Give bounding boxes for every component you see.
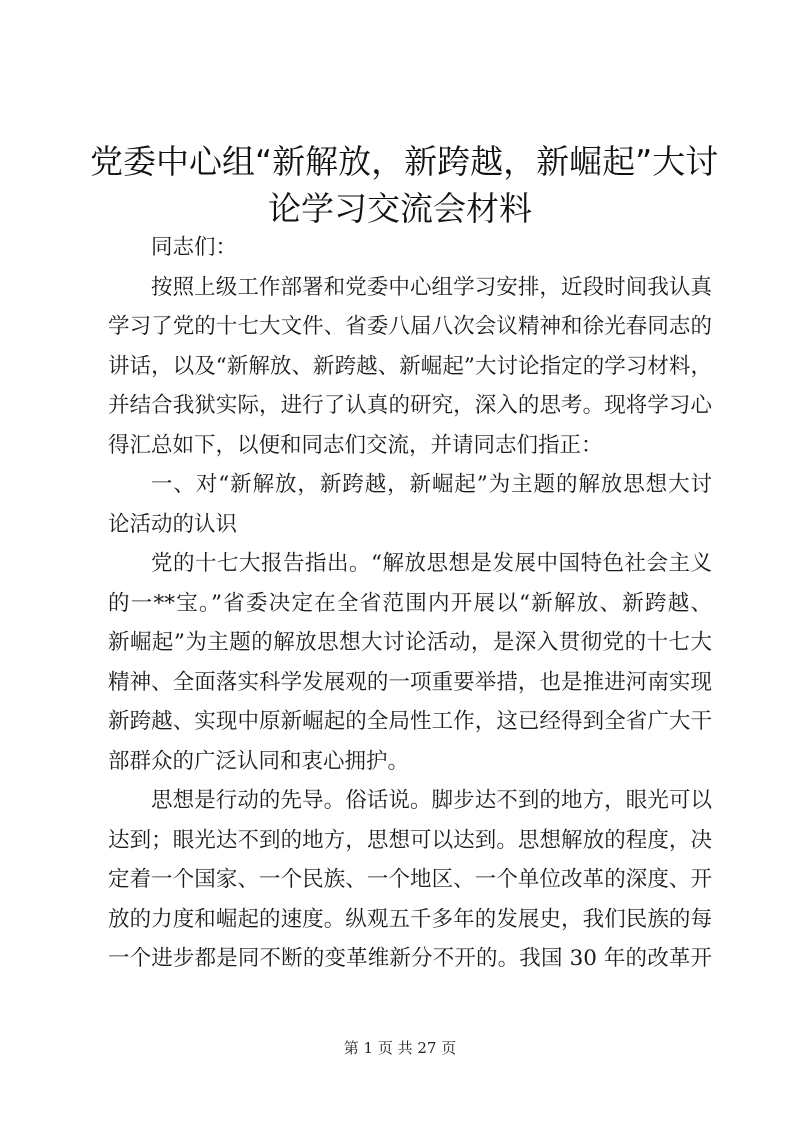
- text-line: 按照上级工作部署和党委中心组学习安排，近段时间我认真: [151, 274, 712, 300]
- text-line: 定着一个国家、一个民族、一个地区、一个单位改革的深度、开: [108, 867, 712, 892]
- document-body: [108, 228, 712, 979]
- text-line: 得汇总如下，以便和同志们交流，并请同志们指正：: [108, 432, 603, 458]
- text-line: 并结合我狱实际，进行了认真的研究，深入的思考。现将学习心: [108, 393, 712, 418]
- title-line: 论学习交流会材料: [268, 189, 532, 228]
- text-line: 精神、全面落实科学发展观的一项重要举措，也是推进河南实现: [108, 669, 712, 695]
- text-line: 一个进步都是同不断的变革维新分不开的。我国 30 年的改革开: [108, 946, 712, 971]
- section-heading: 论活动的认识: [108, 511, 238, 537]
- text-line: 放的力度和崛起的速度。纵观五千多年的发展史，我们民族的每: [108, 906, 712, 932]
- section-heading: 一、对“新解放，新跨越，新崛起”为主题的解放思想大讨: [151, 472, 712, 497]
- text-line: 达到；眼光达不到的地方，思想可以达到。思想解放的程度，决: [108, 827, 712, 853]
- page-number-footer: 第 1 页 共 27 页: [343, 1039, 457, 1057]
- text-line: 思想是行动的先导。俗话说。脚步达不到的地方，眼光可以: [151, 788, 712, 813]
- text-line: 部群众的广泛认同和衷心拥护。: [108, 748, 410, 774]
- text-line: 党的十七大报告指出。“解放思想是发展中国特色社会主义: [151, 551, 712, 576]
- title-line: 党委中心组“新解放，新跨越，新崛起”大讨: [90, 142, 719, 181]
- text-line: 新崛起”为主题的解放思想大讨论活动，是深入贯彻党的十七大: [108, 630, 712, 655]
- text-line: 新跨越、实现中原新崛起的全局性工作，这已经得到全省广大干: [108, 709, 712, 734]
- text-line: 的一**宝。”省委决定在全省范围内开展以“新解放、新跨越、: [108, 590, 712, 616]
- text-line: 讲话，以及“新解放、新跨越、新崛起”大讨论指定的学习材料，: [108, 353, 712, 379]
- text-line: 学习了党的十七大文件、省委八届八次会议精神和徐光春同志的: [108, 314, 712, 339]
- document-title: [90, 138, 719, 232]
- salutation: 同志们：: [151, 235, 238, 260]
